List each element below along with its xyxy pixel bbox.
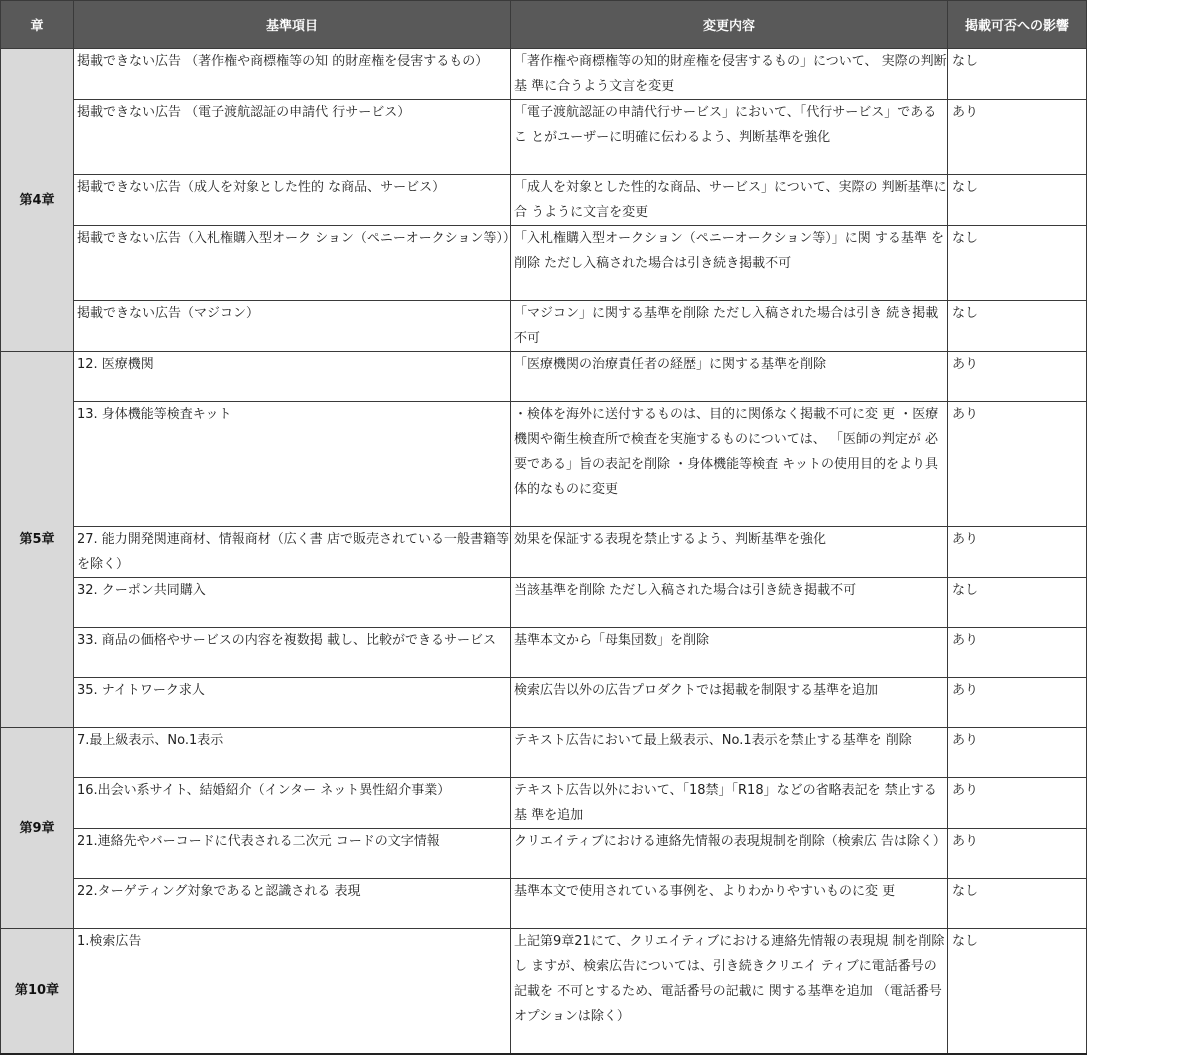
table-row	[1, 578, 1087, 628]
impact-cell: なし	[948, 175, 1087, 226]
item-cell: 12. 医療機関	[74, 352, 511, 402]
header-chapter: 章	[1, 1, 74, 49]
item-cell: 掲載できない広告（成人を対象とした性的 な商品、サービス）	[74, 175, 511, 226]
impact-cell: あり	[948, 678, 1087, 728]
table-row	[1, 678, 1087, 728]
table-row	[1, 778, 1087, 829]
impact-cell: あり	[948, 352, 1087, 402]
table-row	[1, 352, 1087, 402]
impact-cell: あり	[948, 100, 1087, 175]
table-row	[1, 728, 1087, 778]
table-row	[1, 226, 1087, 301]
table-row	[1, 929, 1087, 1054]
table-row	[1, 628, 1087, 678]
header-row	[1, 1, 1087, 49]
header-item: 基準項目	[74, 1, 511, 49]
change-cell: 「マジコン」に関する基準を削除 ただし入稿された場合は引き 続き掲載不可	[511, 301, 948, 352]
change-cell: 効果を保証する表現を禁止するよう、判断基準を強化	[511, 527, 948, 578]
impact-cell: なし	[948, 49, 1087, 100]
impact-cell: あり	[948, 402, 1087, 527]
item-cell: 掲載できない広告 （電子渡航認証の申請代 行サービス）	[74, 100, 511, 175]
item-cell: 21.連絡先やバーコードに代表される二次元 コードの文字情報	[74, 829, 511, 879]
item-cell: 33. 商品の価格やサービスの内容を複数掲 載し、比較ができるサービス	[74, 628, 511, 678]
item-cell: 35. ナイトワーク求人	[74, 678, 511, 728]
change-cell: 基準本文で使用されている事例を、よりわかりやすいものに変 更	[511, 879, 948, 929]
change-cell: 当該基準を削除 ただし入稿された場合は引き続き掲載不可	[511, 578, 948, 628]
item-cell: 32. クーポン共同購入	[74, 578, 511, 628]
table-row	[1, 175, 1087, 226]
change-cell: 上記第9章21にて、クリエイティブにおける連絡先情報の表現規 制を削除し ますが、検索広告については、引き続きクリエイ ティブに電話番号の記載を 不可とするため、電話番号の記載に 関する基準を追加 （電話番号オプションは除く）	[511, 929, 948, 1054]
change-cell: クリエイティブにおける連絡先情報の表現規制を削除（検索広 告は除く）	[511, 829, 948, 879]
impact-cell: あり	[948, 728, 1087, 778]
table-row	[1, 100, 1087, 175]
item-cell: 22.ターゲティング対象であると認識される 表現	[74, 879, 511, 929]
chapter-cell: 第4章	[1, 49, 74, 352]
item-cell: 7.最上級表示、No.1表示	[74, 728, 511, 778]
change-cell: 「成人を対象とした性的な商品、サービス」について、実際の 判断基準に合 うように文言を変更	[511, 175, 948, 226]
item-cell: 1.検索広告	[74, 929, 511, 1054]
impact-cell: なし	[948, 879, 1087, 929]
chapter-cell: 第9章	[1, 728, 74, 929]
change-cell: 「電子渡航認証の申請代行サービス」において、「代行サービス」であるこ とがユーザーに明確に伝わるよう、判断基準を強化	[511, 100, 948, 175]
header-impact: 掲載可否への影響	[948, 1, 1087, 49]
item-cell: 27. 能力開発関連商材、情報商材（広く書 店で販売されている一般書籍等を除く）	[74, 527, 511, 578]
item-cell: 掲載できない広告（マジコン）	[74, 301, 511, 352]
impact-cell: あり	[948, 829, 1087, 879]
chapter-cell: 第5章	[1, 352, 74, 728]
table-row	[1, 49, 1087, 100]
item-cell: 掲載できない広告（入札権購入型オーク ション（ペニーオークション等））	[74, 226, 511, 301]
table-row	[1, 879, 1087, 929]
item-cell: 掲載できない広告 （著作権や商標権等の知 的財産権を侵害するもの）	[74, 49, 511, 100]
change-cell: 「医療機関の治療責任者の経歴」に関する基準を削除	[511, 352, 948, 402]
impact-cell: なし	[948, 929, 1087, 1054]
table-row	[1, 527, 1087, 578]
change-cell: ・検体を海外に送付するものは、目的に関係なく掲載不可に変 更 ・医療機関や衛生検査所で検査を実施するものについては、 「医師の判定が 必要である」旨の表記を削除 ・身体機能等検査 キットの使用目的をより具体的なものに変更	[511, 402, 948, 527]
change-cell: 検索広告以外の広告プロダクトでは掲載を制限する基準を追加	[511, 678, 948, 728]
change-cell: テキスト広告において最上級表示、No.1表示を禁止する基準を 削除	[511, 728, 948, 778]
header-change: 変更内容	[511, 1, 948, 49]
change-cell: 「入札権購入型オークション（ペニーオークション等）」に関 する基準 を削除 ただし入稿された場合は引き続き掲載不可	[511, 226, 948, 301]
impact-cell: なし	[948, 226, 1087, 301]
impact-cell: あり	[948, 527, 1087, 578]
impact-cell: あり	[948, 628, 1087, 678]
impact-cell: なし	[948, 578, 1087, 628]
table-row	[1, 301, 1087, 352]
impact-cell: なし	[948, 301, 1087, 352]
change-cell: 「著作権や商標権等の知的財産権を侵害するもの」について、 実際の判断基 準に合うよう文言を変更	[511, 49, 948, 100]
change-cell: テキスト広告以外において、「18禁」「R18」などの省略表記を 禁止する基 準を追加	[511, 778, 948, 829]
item-cell: 16.出会い系サイト、結婚紹介（インター ネット異性紹介事業）	[74, 778, 511, 829]
table-row	[1, 829, 1087, 879]
impact-cell: あり	[948, 778, 1087, 829]
chapter-cell: 第10章	[1, 929, 74, 1054]
item-cell: 13. 身体機能等検査キット	[74, 402, 511, 527]
table-row	[1, 402, 1087, 527]
change-cell: 基準本文から「母集団数」を削除	[511, 628, 948, 678]
